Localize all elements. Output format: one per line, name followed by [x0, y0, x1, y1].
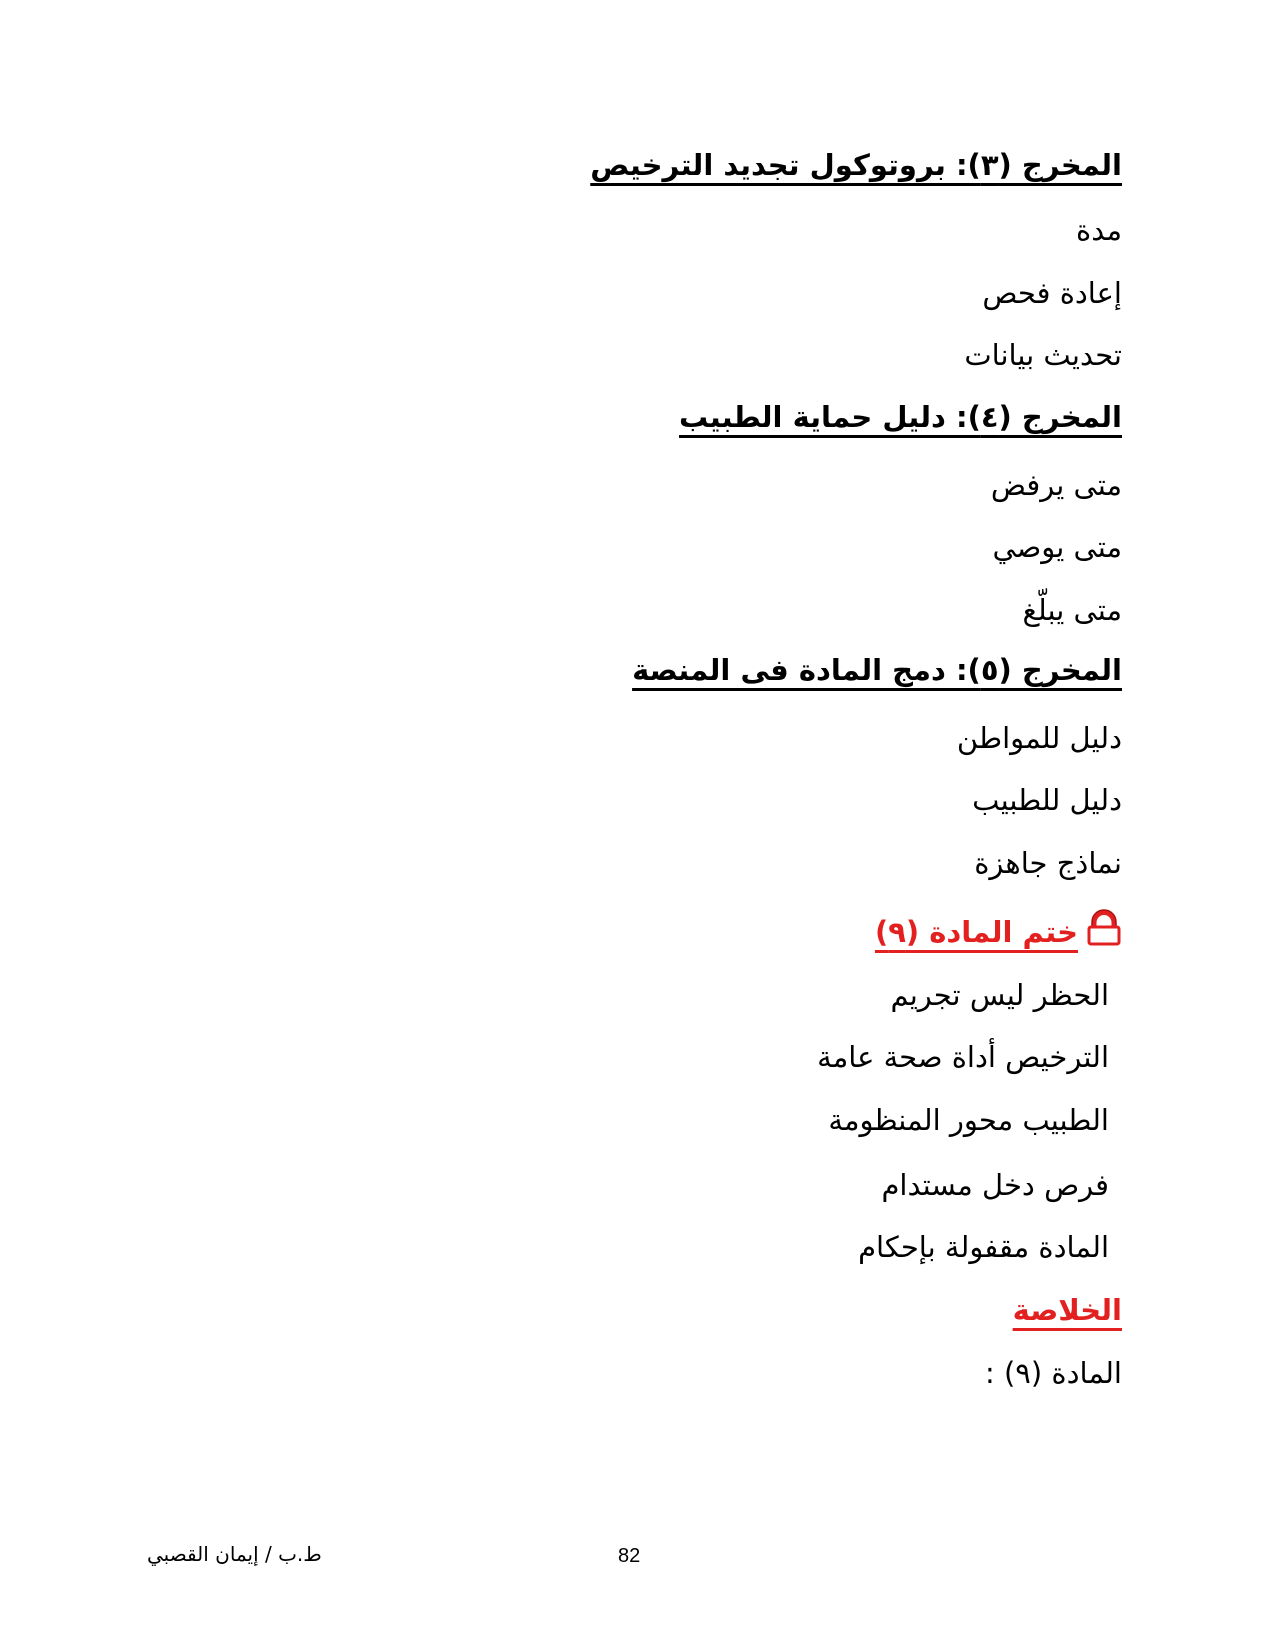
- output4-heading: المخرج (٤): دليل حماية الطبيب: [679, 400, 1122, 434]
- output3-item: تحديث بيانات: [964, 338, 1122, 372]
- output3-item: إعادة فحص: [982, 276, 1122, 310]
- output4-item: متى يرفض: [990, 468, 1122, 502]
- closing-item: فرص دخل مستدام: [881, 1168, 1109, 1202]
- summary-line: المادة (٩) :: [984, 1356, 1122, 1390]
- closing-item: الحظر ليس تجريم: [890, 978, 1109, 1012]
- page-number: 82: [618, 1545, 641, 1567]
- output5-item: نماذج جاهزة: [974, 846, 1122, 880]
- closing-item: الترخيص أداة صحة عامة: [817, 1040, 1109, 1074]
- output3-heading: المخرج (٣): بروتوكول تجديد الترخيص: [590, 148, 1122, 182]
- output3-item: مدة: [1076, 213, 1122, 247]
- output5-heading: المخرج (٥): دمج المادة فى المنصة: [632, 653, 1122, 687]
- closing-item: الطبيب محور المنظومة: [828, 1103, 1109, 1137]
- closing-item: المادة مقفولة بإحكام: [858, 1230, 1109, 1264]
- output5-item: دليل للطبيب: [972, 783, 1122, 817]
- output5-item: دليل للمواطن: [956, 721, 1122, 755]
- footer-author: ط.ب / إيمان القصبي: [147, 1542, 322, 1566]
- output4-item: متى يوصي: [992, 530, 1122, 564]
- closing-heading-row: [875, 908, 1122, 956]
- lock-icon: [1086, 908, 1122, 956]
- closing-heading: ختم المادة (٩): [874, 915, 1078, 949]
- output4-item: متى يبلّغ: [1022, 593, 1122, 627]
- summary-heading: الخلاصة: [1012, 1293, 1122, 1327]
